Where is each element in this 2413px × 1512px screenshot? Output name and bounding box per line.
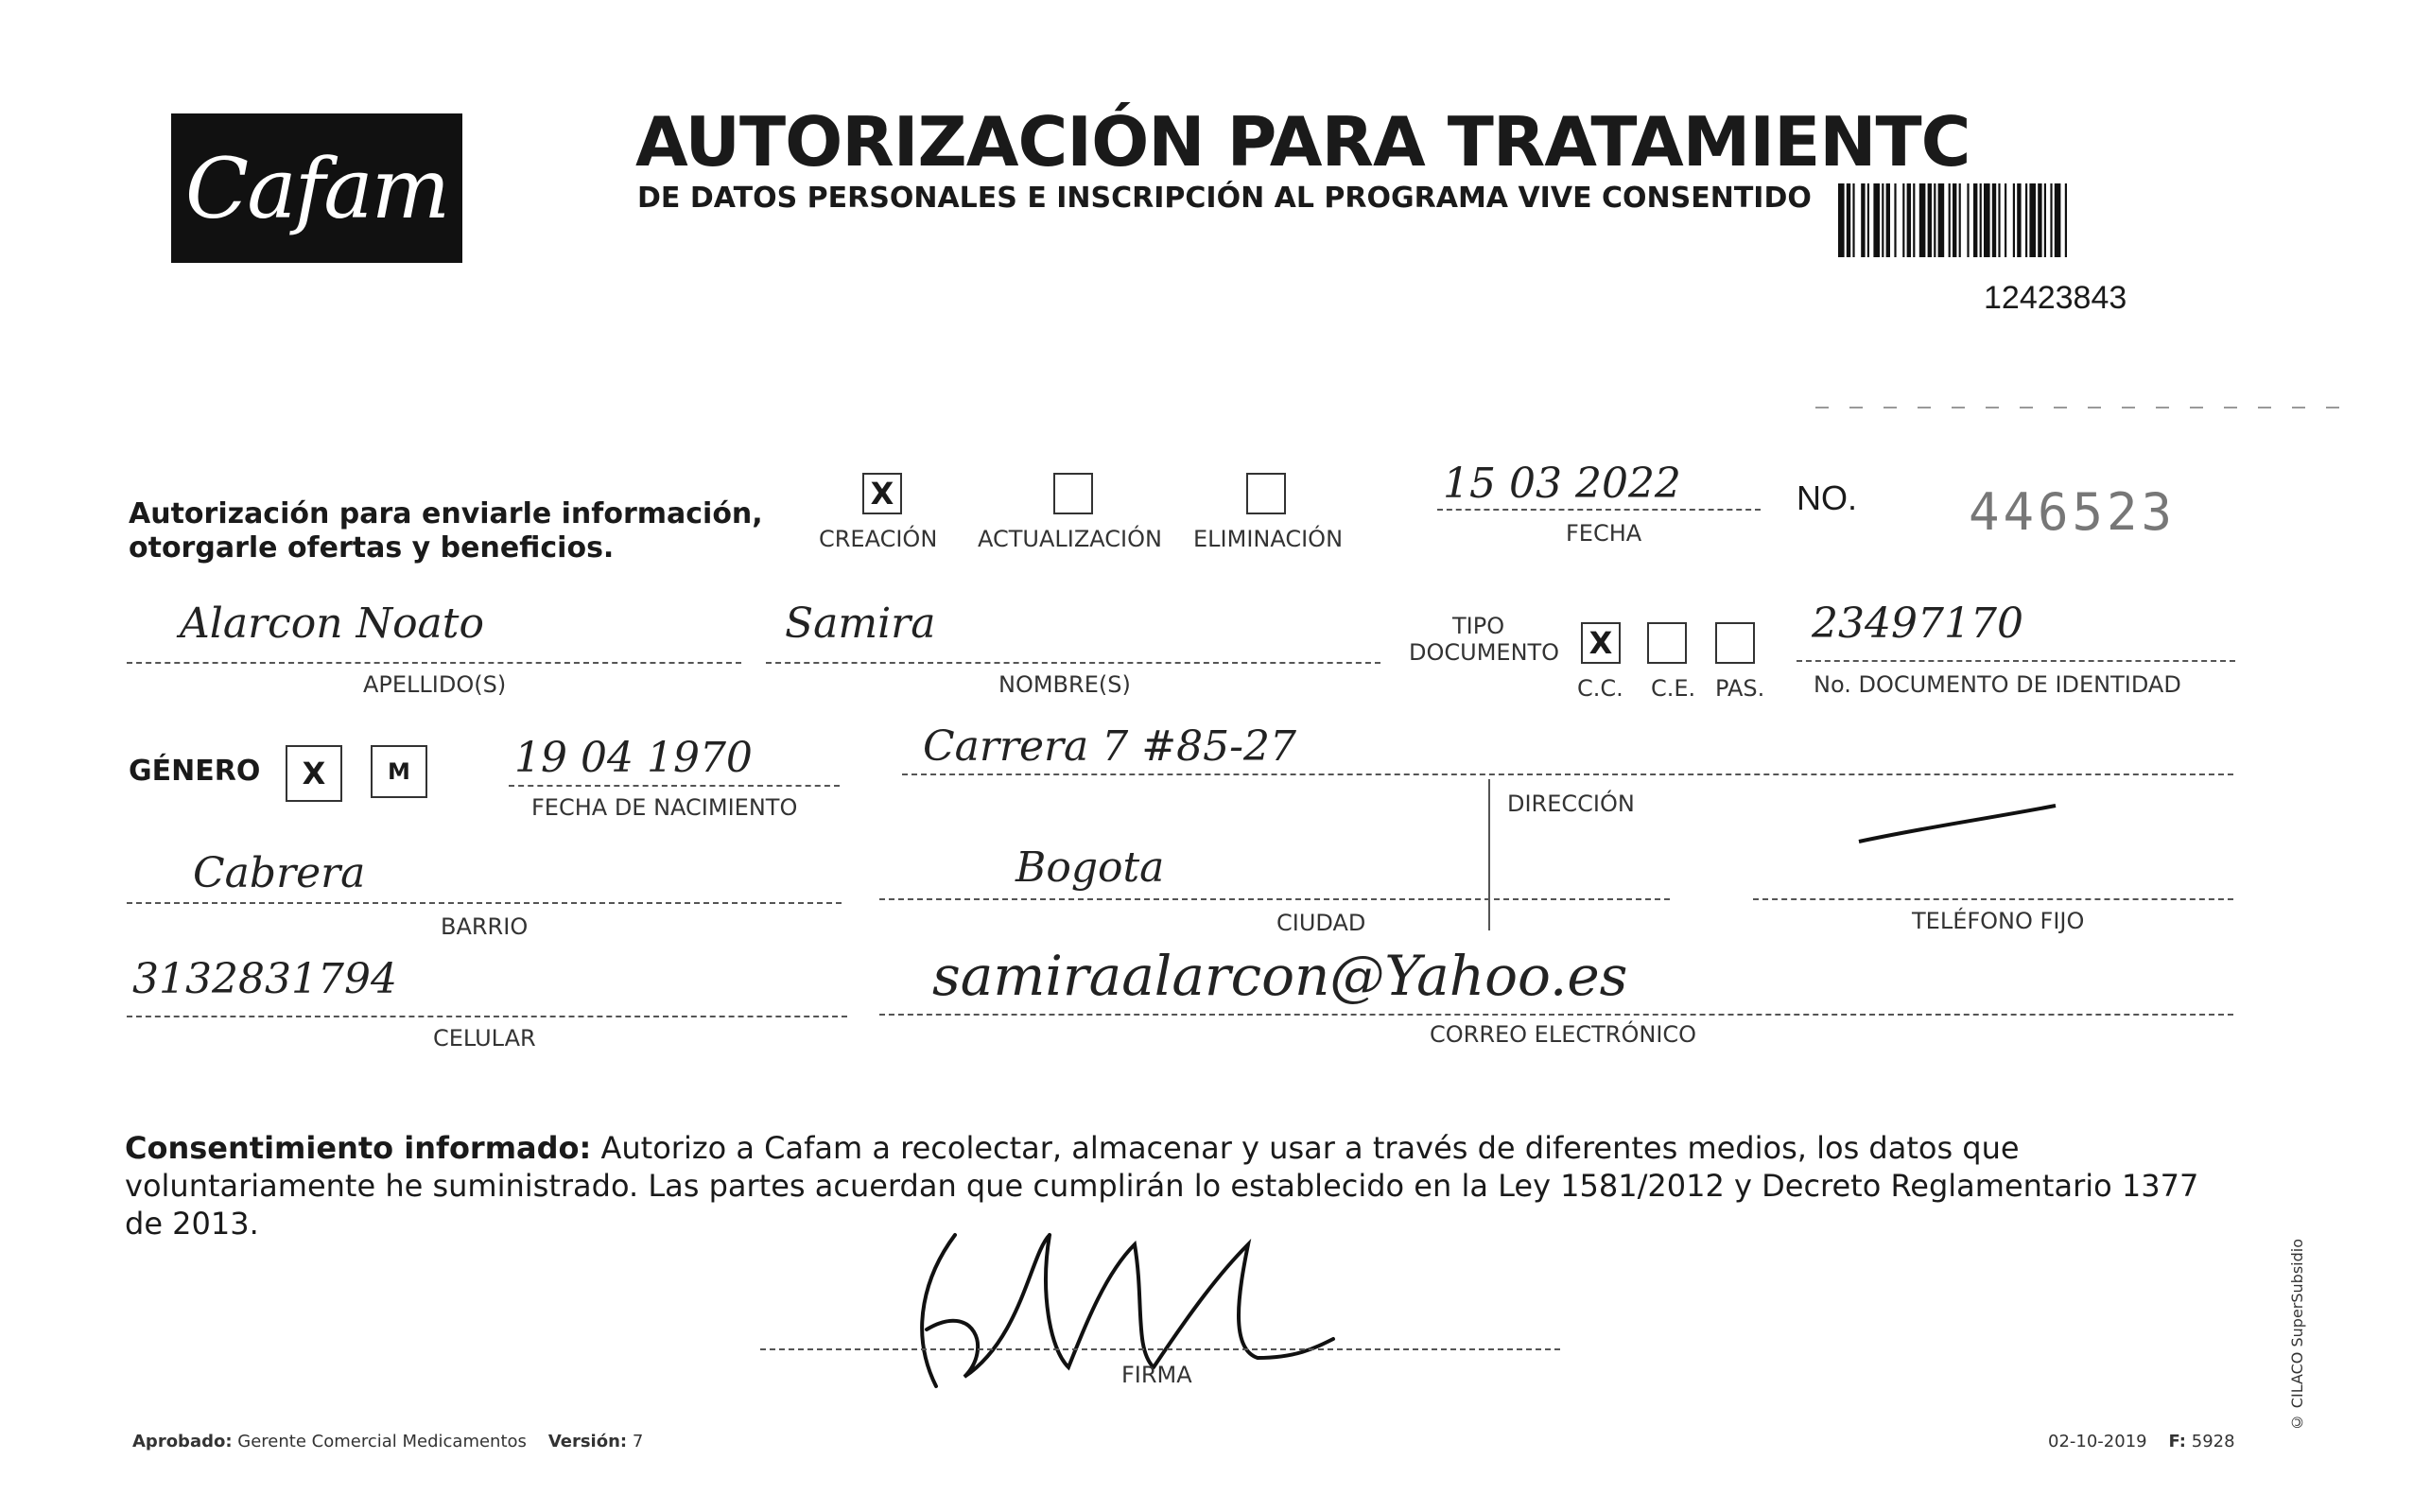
eliminacion-checkbox[interactable] <box>1246 473 1286 514</box>
address-label: DIRECCIÓN <box>1507 791 1635 817</box>
doc-type-ce-checkbox[interactable] <box>1647 622 1687 664</box>
mobile-label: CELULAR <box>433 1025 536 1051</box>
gender-male-mark: M <box>388 758 410 785</box>
gender-label: GÉNERO <box>129 755 261 788</box>
creacion-mark: X <box>870 476 894 512</box>
date-value[interactable]: 15 03 2022 <box>1443 460 1681 508</box>
email-value[interactable]: samiraalarcon@Yahoo.es <box>932 944 1628 1008</box>
phone-label: TELÉFONO FIJO <box>1912 908 2085 934</box>
mobile-value[interactable]: 3132831794 <box>132 955 397 1003</box>
city-label: CIUDAD <box>1276 910 1366 936</box>
doc-number-value[interactable]: 23497170 <box>1812 600 2023 648</box>
barcode <box>1838 183 2216 259</box>
doc-type-pas-label: PAS. <box>1715 675 1765 702</box>
birth-label: FECHA DE NACIMIENTO <box>531 794 798 821</box>
footer-approved <box>132 1432 643 1451</box>
doc-type-ce-label: C.E. <box>1651 675 1696 702</box>
doc-type-label-1: TIPO <box>1452 613 1505 639</box>
address-value[interactable]: Carrera 7 #85-27 <box>923 722 1296 771</box>
date-label: FECHA <box>1566 520 1642 547</box>
barrio-label: BARRIO <box>441 913 529 940</box>
name-label: NOMBRE(S) <box>998 671 1131 698</box>
footer-approved-label: Aprobado: <box>132 1432 233 1451</box>
consent-heading: Consentimiento informado: <box>125 1130 592 1166</box>
doc-type-cc-label: C.C. <box>1577 675 1623 702</box>
doc-type-pas-checkbox[interactable] <box>1715 622 1755 664</box>
doc-type-cc-mark: X <box>1588 625 1613 661</box>
logo-text: Cafam <box>184 139 449 237</box>
authorization-text-line2: otorgarle ofertas y beneficios. <box>129 531 615 565</box>
surname-label: APELLIDO(S) <box>363 671 507 698</box>
signature-label: FIRMA <box>1121 1362 1192 1388</box>
form-title: AUTORIZACIÓN PARA TRATAMIENTC <box>635 102 1970 182</box>
footer-approved-value: Gerente Comercial Medicamentos <box>237 1432 527 1451</box>
surname-value[interactable]: Alarcon Noato <box>180 600 484 648</box>
separator-line <box>1815 403 2345 412</box>
doc-type-label-2: DOCUMENTO <box>1409 639 1560 666</box>
footer-form-code-label: F: <box>2168 1432 2187 1451</box>
city-value[interactable]: Bogota <box>1016 843 1165 892</box>
gender-female-checkbox[interactable] <box>286 745 342 802</box>
footer-date-code: 02-10-2019 <box>2048 1432 2147 1451</box>
barrio-value[interactable]: Cabrera <box>193 849 366 897</box>
name-value[interactable]: Samira <box>785 600 936 648</box>
signature-drawing <box>851 1216 1362 1396</box>
barcode-number: 12423843 <box>1984 280 2127 316</box>
form-subtitle: DE DATOS PERSONALES E INSCRIPCIÓN AL PROGRAMA VIVE CONSENTIDO <box>637 182 1812 215</box>
no-value: 446523 <box>1969 482 2177 542</box>
phone-strikethrough <box>1853 800 2061 847</box>
footer-version-label: Versión: <box>547 1432 628 1451</box>
doc-type-cc-checkbox[interactable] <box>1581 622 1621 664</box>
consent-body: Autorizo a Cafam a recolectar, almacenar y usar a través de diferentes medios, los datos que voluntariamente he suministrado. Las partes acuerdan que cumplirán lo establecido en la Ley 1581/2012 y Decreto Reglamentario 1377 de 2013. <box>125 1130 2199 1242</box>
creacion-checkbox[interactable] <box>862 473 902 514</box>
footer-codes <box>2048 1432 2235 1451</box>
creacion-label: CREACIÓN <box>819 526 938 552</box>
side-text: © CILACO SuperSubsidio <box>2288 1239 2306 1432</box>
authorization-text-line1: Autorización para enviarle información, <box>129 497 763 530</box>
doc-number-label: No. DOCUMENTO DE IDENTIDAD <box>1814 671 2181 698</box>
footer-version-value: 7 <box>632 1432 644 1451</box>
birth-value[interactable]: 19 04 1970 <box>514 734 753 782</box>
gender-male-checkbox[interactable] <box>371 745 427 798</box>
cafam-logo <box>171 113 462 263</box>
footer-form-code-value: 5928 <box>2191 1432 2235 1451</box>
actualizacion-label: ACTUALIZACIÓN <box>978 526 1162 552</box>
eliminacion-label: ELIMINACIÓN <box>1193 526 1344 552</box>
no-label: NO. <box>1797 478 1858 517</box>
actualizacion-checkbox[interactable] <box>1053 473 1093 514</box>
gender-female-mark: X <box>302 756 326 791</box>
email-label: CORREO ELECTRÓNICO <box>1430 1021 1697 1048</box>
address-divider <box>1488 779 1490 930</box>
